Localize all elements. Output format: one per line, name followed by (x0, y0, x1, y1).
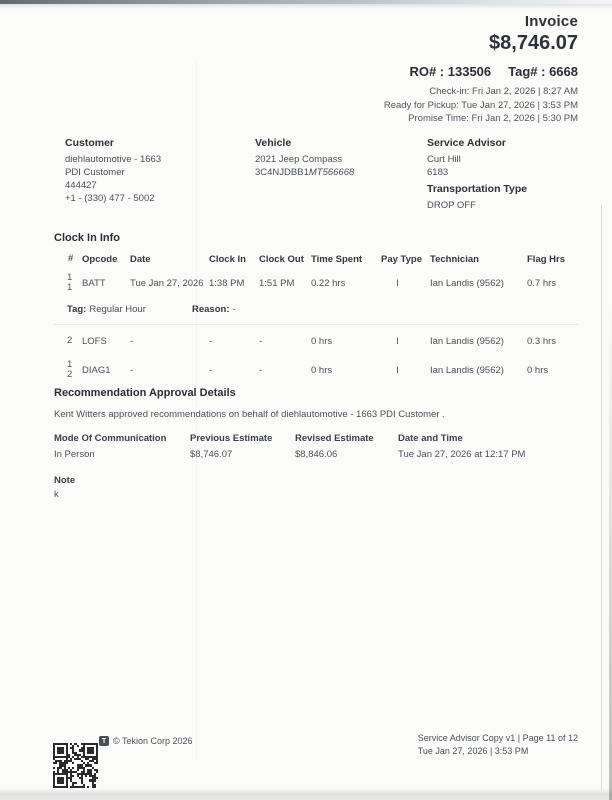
col-flag-hrs: Flag Hrs (527, 254, 566, 265)
mode-of-communication-value: In Person (54, 449, 95, 460)
transportation-value: DROP OFF (427, 200, 476, 211)
transportation-title: Transportation Type (427, 183, 528, 195)
print-timestamp: Tue Jan 27, 2026 | 3:53 PM (417, 746, 529, 756)
footer-copyright (99, 736, 193, 746)
service-advisor-block (427, 137, 587, 179)
clock-in-section (54, 232, 578, 383)
copy-page-info: Service Advisor Copy v1 | Page 11 of 12 (417, 733, 578, 743)
customer-id: 444427 (65, 180, 97, 191)
cell-clock-out: - (259, 335, 263, 347)
cell-flag-hrs: 0 hrs (527, 364, 549, 376)
service-advisor-code: 6183 (427, 167, 449, 178)
note-value: k (54, 489, 59, 500)
copyright-text: © Tekion Corp 2026 (113, 736, 193, 746)
col-opcode: Opcode (82, 254, 118, 265)
header-meta (384, 85, 578, 126)
note-label: Note (54, 475, 76, 486)
customer-title: Customer (65, 137, 115, 149)
table-row: 2 LOFS - - - 0 hrs I Ian Landis (9562) 0.3 hrs (54, 333, 578, 349)
customer-phone: +1 - (330) 477 - 5002 (65, 193, 155, 204)
col-clock-out: Clock Out (259, 254, 304, 265)
invoice-amount: $8,746.07 (489, 32, 578, 54)
revised-estimate-value: $8,846.06 (295, 449, 338, 460)
cell-pay-type: I (396, 335, 399, 347)
table-row: 1 2 DIAG1 - - - 0 hrs I Ian Landis (9562) 0 hrs (54, 357, 578, 383)
tag-number: Tag# : 6668 (508, 64, 578, 79)
tag-info: Tag: Regular Hour (67, 304, 146, 315)
clock-in-title: Clock In Info (54, 232, 120, 244)
customer-name-2: PDI Customer (65, 167, 125, 178)
mode-of-communication-label: Mode Of Communication (54, 433, 167, 444)
cell-technician: Ian Landis (9562) (430, 277, 504, 289)
cell-technician: Ian Landis (9562) (430, 335, 504, 347)
transportation-block (427, 183, 587, 212)
scan-edge-top-fade (0, 4, 612, 9)
cell-clock-out: 1:51 PM (259, 277, 295, 289)
cell-date: Tue Jan 27, 2026 (130, 277, 204, 289)
ready-for-pickup-time: Ready for Pickup: Tue Jan 27, 2026 | 3:53 PM (383, 99, 578, 111)
previous-estimate-value: $8,746.07 (190, 449, 233, 460)
invoice-header (384, 13, 578, 126)
vehicle-model: 2021 Jeep Compass (255, 154, 343, 165)
cell-time-spent: 0 hrs (311, 364, 333, 376)
footer-print-info (418, 732, 578, 758)
table-tag-row (54, 302, 578, 325)
customer-name: diehlautomotive - 1663 (65, 154, 162, 165)
cell-technician: Ian Landis (9562) (430, 364, 504, 376)
table-row: 1 1 BATT Tue Jan 27, 2026 1:38 PM 1:51 PM 0.22 hrs I Ian Landis (9562) 0.7 hrs (54, 270, 578, 296)
previous-estimate-label: Previous Estimate (190, 433, 273, 444)
cell-time-spent: 0 hrs (311, 335, 333, 347)
service-advisor-name: Curt Hill (427, 154, 461, 165)
doc-type-title: Invoice (524, 13, 578, 30)
approval-fields-labels (54, 433, 578, 460)
cell-clock-out: - (259, 364, 263, 376)
table-header-row (54, 254, 578, 265)
cell-opcode: LOFS (82, 335, 107, 347)
cell-opcode: DIAG1 (82, 364, 111, 376)
col-num: # (68, 253, 74, 265)
col-technician: Technician (430, 254, 479, 265)
cell-flag-hrs: 0.3 hrs (527, 335, 557, 347)
col-time-spent: Time Spent (311, 254, 363, 265)
vehicle-title: Vehicle (255, 137, 292, 149)
ro-number: RO# : 133506 (409, 64, 492, 79)
date-and-time-value: Tue Jan 27, 2026 at 12:17 PM (398, 449, 526, 460)
cell-pay-type: I (396, 364, 399, 376)
revised-estimate-label: Revised Estimate (295, 433, 374, 444)
cell-date: - (130, 364, 134, 376)
vehicle-vin: 3C4NJDBB1MT566668 (255, 167, 355, 178)
approval-summary: Kent Witters approved recommendations on behalf of diehlautomotive - 1663 PDI Customer . (54, 409, 445, 420)
cell-pay-type: I (396, 277, 399, 289)
approval-title: Recommendation Approval Details (54, 387, 236, 399)
cell-time-spent: 0.22 hrs (311, 277, 346, 289)
col-clock-in: Clock In (209, 254, 246, 265)
qr-code (52, 742, 99, 789)
cell-opcode: BATT (82, 277, 106, 289)
vehicle-block (255, 137, 420, 179)
checkin-time: Check-in: Fri Jan 2, 2026 | 8:27 AM (429, 86, 578, 97)
promise-time: Promise Time: Fri Jan 2, 2026 | 5:30 PM (408, 113, 578, 124)
ro-tag-line (384, 64, 578, 79)
recommendation-approval-section (54, 387, 578, 500)
date-and-time-label: Date and Time (398, 433, 463, 444)
customer-block (65, 137, 240, 205)
cell-date: - (130, 335, 134, 347)
scan-edge-right-line (601, 205, 602, 790)
scan-edge-bottom (0, 788, 612, 800)
reason-info: Reason: - (192, 304, 236, 315)
col-date: Date (130, 254, 151, 265)
cell-clock-in: 1:38 PM (209, 277, 245, 289)
cell-clock-in: - (209, 335, 213, 347)
service-advisor-title: Service Advisor (427, 137, 506, 149)
col-pay-type: Pay Type (381, 254, 423, 265)
cell-flag-hrs: 0.7 hrs (527, 277, 557, 289)
cell-clock-in: - (209, 364, 213, 376)
tekion-logo-icon: T (99, 736, 109, 746)
